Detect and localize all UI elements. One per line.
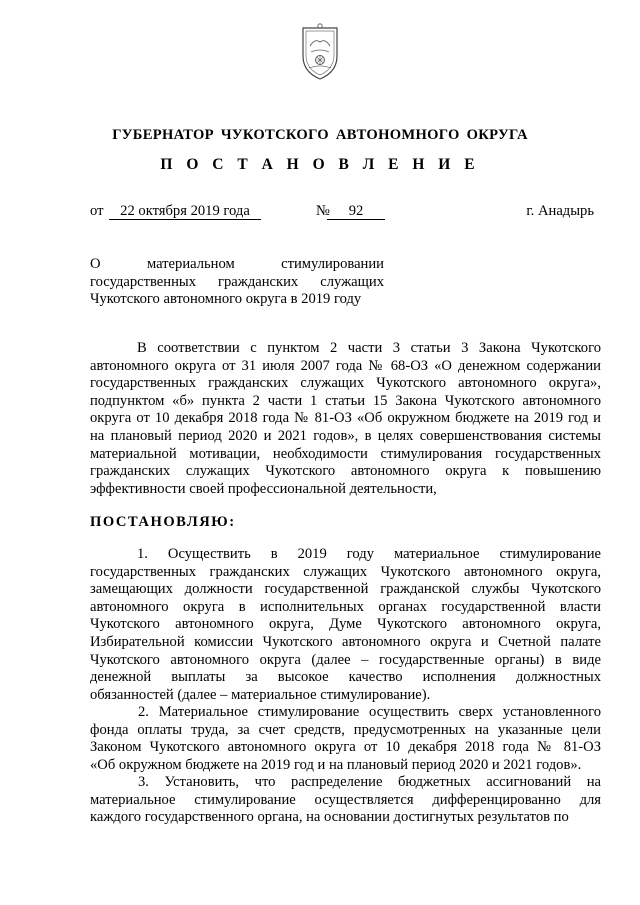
text-line: подпунктом «б» пункта 2 части 1 статьи 15 Закона Чукотского автономного <box>90 392 601 409</box>
text-line: автономного округа в исполнительных органах государственной власти <box>90 598 601 615</box>
text-line: округа от 10 декабря 2018 года № 81-ОЗ «Об окружном бюджете на 2019 год и <box>90 410 601 427</box>
coat-of-arms-icon <box>299 22 341 82</box>
text-line: 2. Материальное стимулирование осуществить сверх установленного <box>138 704 601 720</box>
order-word: ПОСТАНОВЛЯЮ: <box>90 514 236 530</box>
subject-line: О материальном стимулировании <box>90 256 384 272</box>
preamble-paragraph <box>90 340 601 498</box>
text-line: 3. Установить, что распределение бюджетных ассигнований на <box>138 774 601 790</box>
document-date: 22 октября 2019 года <box>109 203 261 220</box>
clause-2 <box>90 704 601 774</box>
document-number: 92 <box>327 203 385 220</box>
text-line: Чукотского автономного округа, Думе Чукотского автономного округа, <box>90 616 601 633</box>
document-subject <box>90 256 384 309</box>
number-label: № <box>316 203 330 219</box>
text-line: замещающих должности государственной гражданской службы Чукотского <box>90 581 601 598</box>
text-line: «Об окружном бюджете на 2019 год и на плановый период 2020 и 2021 годов». <box>90 756 582 773</box>
text-line: материальной мотивации, необходимости стимулирования государственных <box>90 445 601 462</box>
text-line: на плановый период 2020 и 2021 годов», в целях совершенствования системы <box>90 427 601 444</box>
text-line: автономного округа от 31 июля 2007 года № 68-ОЗ «О денежном содержании <box>90 357 601 374</box>
text-line: обязанностей (далее – материальное стимулирование). <box>90 686 431 703</box>
document-type: П О С Т А Н О В Л Е Н И Е <box>160 156 480 173</box>
text-line: материальное стимулирование осуществляется дифференцированно для <box>90 791 601 808</box>
text-line: денежной выплаты за высокое качество исполнения должностных <box>90 669 601 686</box>
text-line: каждого государственного органа, на основании достигнутых результатов по <box>90 809 569 826</box>
text-line: государственных гражданских служащих Чукотского автономного округа, <box>90 563 601 580</box>
text-line: фонда оплаты труда, за счет средств, предусмотренных на указанные цели <box>90 721 601 738</box>
clause-1 <box>90 546 601 704</box>
text-line: гражданских служащих Чукотского автономного округа к повышению <box>90 463 601 480</box>
text-line: эффективности своей профессиональной деятельности, <box>90 480 437 497</box>
city: г. Анадырь <box>526 203 594 219</box>
date-line <box>90 203 594 223</box>
clause-3 <box>90 774 601 827</box>
text-line: Законом Чукотского автономного округа от 10 декабря 2018 года № 81-ОЗ <box>90 739 601 756</box>
subject-line: государственных гражданских служащих <box>90 273 384 290</box>
text-line: В соответствии с пунктом 2 части 3 статьи 3 Закона Чукотского <box>137 340 601 356</box>
date-prefix: от <box>90 203 104 219</box>
text-line: Чукотского автономного округа (далее – государственные органы) в виде <box>90 651 601 668</box>
text-line: государственных гражданских служащих Чукотского автономного округа», <box>90 375 601 392</box>
subject-line: Чукотского автономного округа в 2019 году <box>90 291 362 308</box>
issuing-authority: ГУБЕРНАТОР ЧУКОТСКОГО АВТОНОМНОГО ОКРУГА <box>112 127 528 143</box>
text-line: Избирательной комиссии Чукотского автономного округа и Счетной палате <box>90 633 601 650</box>
text-line: 1. Осуществить в 2019 году материальное стимулирование <box>137 546 601 562</box>
